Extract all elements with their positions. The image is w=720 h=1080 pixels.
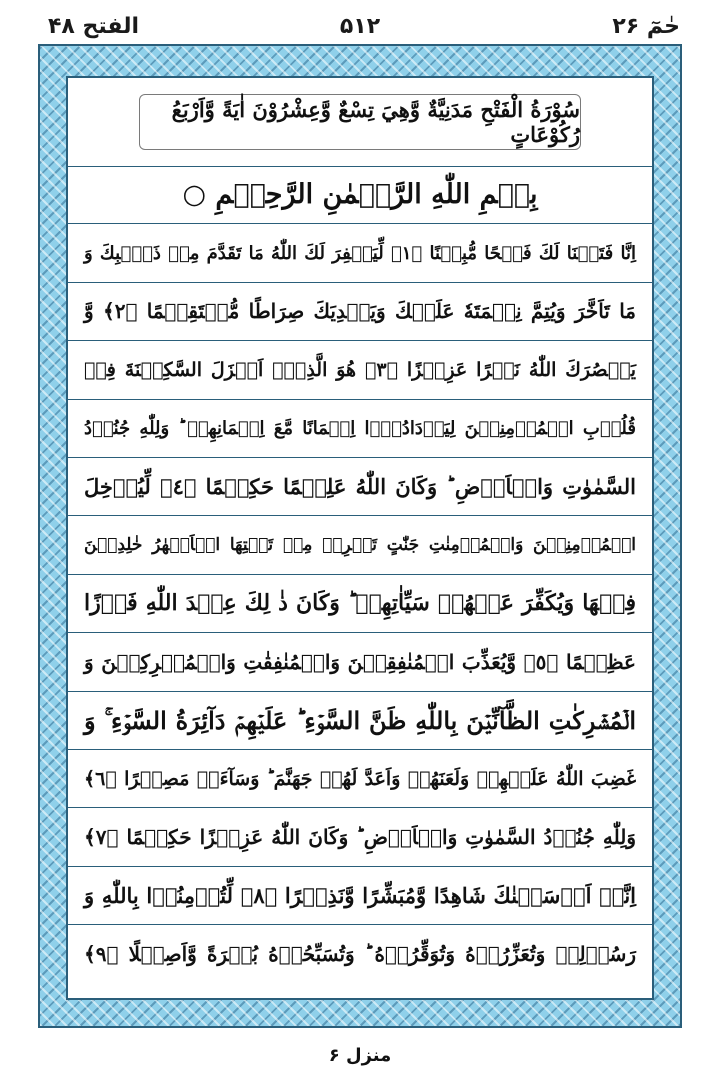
verse-text: اِنَّاۤ اَرۡسَلۡنٰكَ شَاهِدًا وَّمُبَشِّرًا وَّنَذِيۡرًا ﴿٨﴾ لِّتُؤۡمِنُوۡا بِاللّٰهِ وَ (84, 882, 637, 908)
text-panel (66, 76, 654, 1000)
verse-line (68, 575, 652, 633)
verse-line (68, 516, 652, 574)
surah-title-box (68, 78, 652, 167)
verse-text: وَلِلّٰهِ جُنُوۡدُ السَّمٰوٰتِ وَالۡاَرۡضِ ؕ وَكَانَ اللّٰهُ عَزِيۡزًا حَكِيۡمًا ﴿٧﴾ (84, 824, 636, 849)
juz-header: حٰمٓ ۲۶ (612, 14, 680, 39)
verse-text: عَظِيۡمًا ﴿٥﴾ وَّيُعَذِّبَ الۡمُنٰفِقِيۡنَ وَالۡمُنٰفِقٰتِ وَالۡمُشۡرِكِيۡنَ وَ (84, 649, 636, 674)
verse-text: الۡمُؤۡمِنِيۡنَ وَالۡمُؤۡمِنٰتِ جَنّٰتٍ تَجۡرِىۡ مِنۡ تَحۡتِهَا الۡاَنۡهٰرُ خٰلِدِيۡنَ (84, 535, 636, 556)
verse-text: يَنۡصُرَكَ اللّٰهُ نَصۡرًا عَزِيۡزًا ﴿٣﴾ هُوَ الَّذِىۡۤ اَنۡزَلَ السَّكِيۡنَةَ فِىۡ (84, 358, 636, 381)
verse-text: رَسُوۡلِهٖ وَتُعَزِّرُوۡهُ وَتُوَقِّرُوۡهُ ؕ وَتُسَبِّحُوۡهُ بُكۡرَةً وَّاَصِيۡلًا ﴿٩﴾ (84, 942, 636, 967)
verse-line (68, 341, 652, 399)
manzil-footer: منزل ۶ (328, 1045, 392, 1066)
verse-line (68, 867, 652, 925)
verse-line (68, 283, 652, 341)
verse-line (68, 750, 652, 808)
verse-line (68, 925, 652, 983)
verse-line (68, 166, 652, 224)
verse-text: غَضِبَ اللّٰهُ عَلَيۡهِمۡ وَلَعَنَهُمۡ وَاَعَدَّ لَهُمۡ جَهَنَّمَ ؕ وَسَآءَتۡ مَصِيۡرًا ﴿٦﴾ (84, 767, 636, 790)
verse-text: فِيۡهَا وَيُكَفِّرَ عَنۡهُمۡ سَيِّاٰتِهِمۡ ؕ وَكَانَ ذٰ لِكَ عِنۡدَ اللّٰهِ فَوۡزًا (84, 590, 636, 617)
verse-line (68, 400, 652, 458)
verse-line (68, 224, 652, 282)
verse-text: السَّمٰوٰتِ وَالۡاَرۡضِ ؕ وَكَانَ اللّٰهُ عَلِيۡمًا حَكِيۡمًا ﴿٤﴾ لِّيُدۡخِلَ (84, 474, 636, 500)
surah-title: سُوْرَةُ الْفَتْحِ مَدَنِيَّةٌ وَّهِيَ تِسْعٌ وَّعِشْرُوْنَ اٰيَةً وَّاَرْبَعُ رُكُوْعَاتٍ (171, 97, 580, 147)
verse-text: الۡمُشۡرِكٰتِ الظَّآنِّيۡنَ بِاللّٰهِ ظَنَّ السَّوۡءِ ؕ عَلَيۡهِمۡ دَآئِرَةُ السَّوۡءِ ۚ وَ (84, 705, 636, 735)
verse-line (68, 458, 652, 516)
verse-line (68, 808, 652, 866)
verse-text: اِنَّا فَتَحۡنَا لَكَ فَتۡحًا مُّبِيۡنًا ﴿١﴾ لِّيَغۡفِرَ لَكَ اللّٰهُ مَا تَقَدَّمَ مِنۡ ذَنۡۢبِكَ وَ (84, 242, 636, 264)
surah-title-frame (139, 94, 581, 150)
verse-lines (68, 166, 652, 983)
verse-line (68, 633, 652, 691)
surah-name-header: الفتح ۴۸ (48, 14, 139, 39)
verse-line (68, 692, 652, 750)
verse-text: مَا تَاَخَّرَ وَيُتِمَّ نِعۡمَتَهٗ عَلَيۡكَ وَيَهۡدِيَكَ صِرَاطًا مُّسۡتَقِيۡمًا ﴿٢﴾ وَّ (84, 299, 636, 324)
verse-text: قُلُوۡبِ الۡمُؤۡمِنِيۡنَ لِيَزۡدَادُوۡۤا اِيۡمَانًا مَّعَ اِيۡمَانِهِمۡ ؕ وَلِلّٰهِ جُنُوۡدُ (84, 417, 636, 439)
page-number: ۵۱۲ (339, 14, 381, 39)
verse-text: بِسۡمِ اللّٰهِ الرَّحۡمٰنِ الرَّحِيۡمِ ○ (182, 179, 538, 211)
